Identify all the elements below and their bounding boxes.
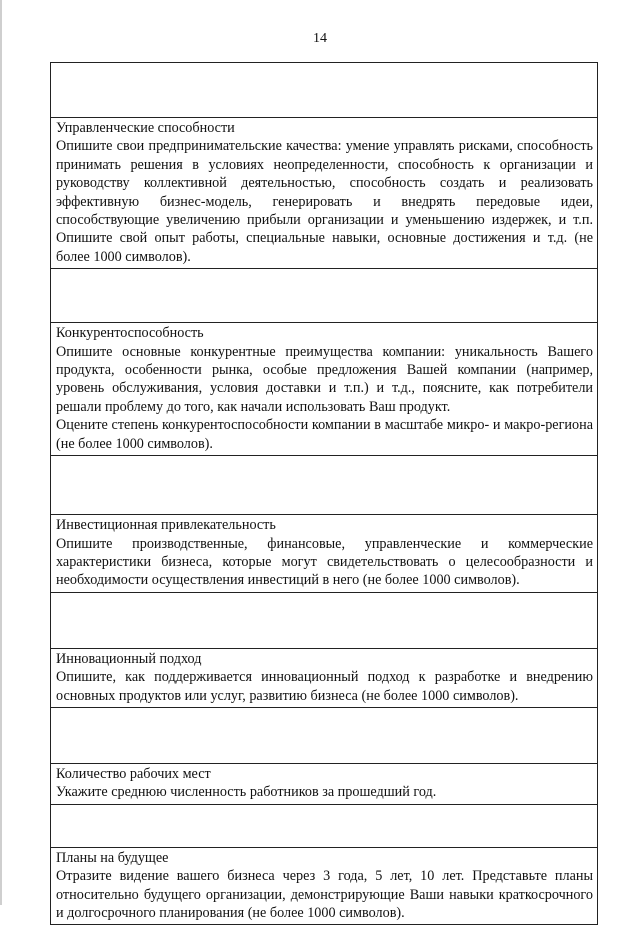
question-cell-management bbox=[51, 118, 598, 269]
answer-row-management bbox=[51, 269, 598, 323]
question-row-competitiveness bbox=[51, 323, 598, 456]
question-text-investment: Опишите производственные, финансовые, управленческие и коммерческие характеристики бизнеса, которые могут свидетельствовать о целесообразности и необходимости осуществления инвестиций в него (не более 1000 символов). bbox=[56, 535, 593, 589]
answer-cell-competitiveness[interactable] bbox=[51, 456, 598, 515]
question-title-competitiveness: Конкурентоспособность bbox=[56, 325, 204, 342]
question-text-jobs: Укажите среднюю численность работников за прошедший год. bbox=[56, 784, 437, 801]
question-row-innovation bbox=[51, 648, 598, 707]
question-title-jobs: Количество рабочих мест bbox=[56, 765, 211, 782]
answer-cell-innovation[interactable] bbox=[51, 707, 598, 763]
question-text-plans: Отразите видение вашего бизнеса через 3 года, 5 лет, 10 лет. Представьте планы относительно будущего организации, демонстрирующие Ваши навыки краткосрочного и долгосрочного планирования (не более 1000 символов). bbox=[56, 868, 593, 921]
question-row-management bbox=[51, 118, 598, 269]
question-title-innovation: Инновационный подход bbox=[56, 650, 202, 667]
question-row-jobs bbox=[51, 763, 598, 804]
answer-row-investment bbox=[51, 592, 598, 648]
application-form-table bbox=[50, 62, 598, 925]
question-title-management: Управленческие способности bbox=[56, 120, 235, 136]
question-row-plans bbox=[51, 847, 598, 925]
question-row-investment bbox=[51, 515, 598, 593]
question-title-plans: Планы на будущее bbox=[56, 849, 169, 866]
answer-cell-jobs[interactable] bbox=[51, 804, 598, 847]
scan-edge bbox=[0, 0, 2, 905]
question-text-innovation: Опишите, как поддерживается инновационный подход к разработке и внедрению основных продуктов или услуг, развитию бизнеса (не более 1000 символов). bbox=[56, 669, 593, 704]
answer-cell-investment[interactable] bbox=[51, 592, 598, 648]
previous-answer-row bbox=[51, 63, 598, 118]
answer-row-competitiveness bbox=[51, 456, 598, 515]
question-title-investment: Инвестиционная привлекательность bbox=[56, 517, 276, 534]
page-number: 14 bbox=[313, 31, 327, 46]
question-text-competitiveness: Опишите основные конкурентные преимущества компании: уникальность Вашего продукта, особенности рынка, особые предложения Вашей компании (например, уровень обслуживания, условия доставки и т.п.) и т.д., поясните, как потребители решали проблему до того, как начали использовать Ваш продукт. Оцените степень конкурентоспособности компании в масштабе микро- и макро-региона (не более 1000 символов). bbox=[56, 343, 593, 452]
question-cell-innovation bbox=[51, 648, 598, 707]
question-cell-plans bbox=[51, 847, 598, 925]
previous-answer-cell[interactable] bbox=[51, 63, 598, 118]
question-cell-competitiveness bbox=[51, 323, 598, 456]
answer-row-jobs bbox=[51, 804, 598, 847]
question-cell-jobs bbox=[51, 763, 598, 804]
question-cell-investment bbox=[51, 515, 598, 593]
answer-cell-management[interactable] bbox=[51, 269, 598, 323]
answer-row-innovation bbox=[51, 707, 598, 763]
question-text-management: Опишите свои предпринимательские качества: умение управлять рисками, способность принимать решения в условиях неопределенности, способность к организации и руководству коллективной деятельностью, способность создать и реализовать эффективную бизнес-модель, генерировать и внедрять передовые идеи, способствующие увеличению прибыли организации и уменьшению издержек, и т.п. Опишите свой опыт работы, специальные навыки, основные достижения и т.д. (не более 1000 символов). bbox=[56, 138, 593, 265]
